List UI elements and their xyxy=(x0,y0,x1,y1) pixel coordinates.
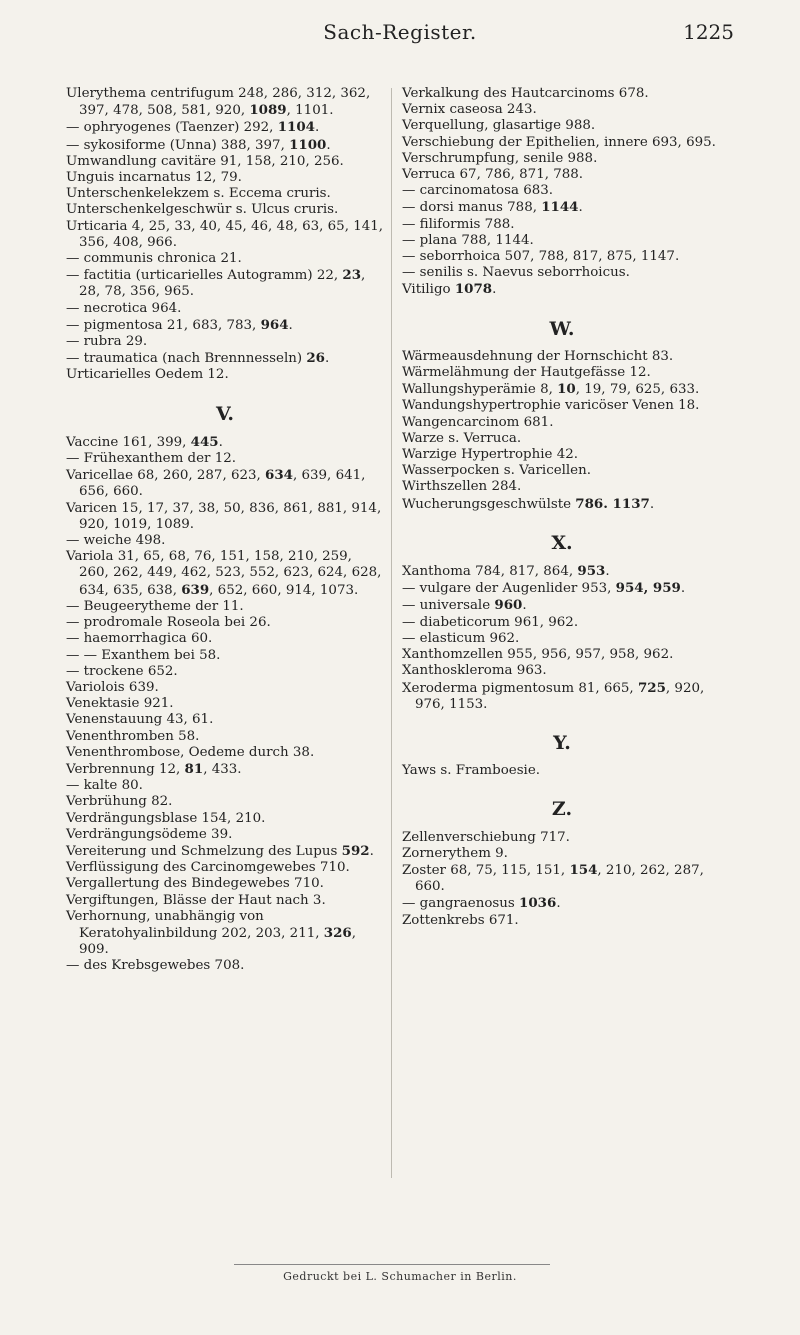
index-entry: Wangencarcinom 681. xyxy=(402,414,554,430)
index-entry: — filiformis 788. xyxy=(402,216,515,232)
index-entry: Venektasie 921. xyxy=(66,696,174,712)
index-entry: — vulgare der Augenlider 953, 954, 959. xyxy=(402,580,686,597)
index-entry: — prodromale Roseola bei 26. xyxy=(66,615,271,631)
section-heading-z: Z. xyxy=(551,798,573,821)
index-entry: Verruca 67, 786, 871, 788. xyxy=(402,167,584,183)
index-column-left xyxy=(66,86,384,975)
index-entry: Urticaria 4, 25, 33, 40, 45, 46, 48, 63, 65, 141, 356, 408, 966. xyxy=(66,218,384,250)
index-entry: Unguis incarnatus 12, 79. xyxy=(66,170,242,186)
index-entry: — kalte 80. xyxy=(66,778,143,794)
index-entry: Unterschenkelekzem s. Eccema cruris. xyxy=(66,186,331,202)
index-entry: Variolois 639. xyxy=(66,679,159,695)
page-header xyxy=(0,10,800,50)
index-entry: — universale 960. xyxy=(402,597,527,614)
index-entry: Verschiebung der Epithelien, innere 693, 695. xyxy=(402,134,716,150)
index-entry: Varicellae 68, 260, 287, 623, 634, 639, 641, 656, 660. xyxy=(66,467,366,500)
index-entry: — Frühexanthem der 12. xyxy=(66,451,237,467)
index-entry: Vereiterung und Schmelzung des Lupus 592. xyxy=(66,842,374,859)
index-entry: Vergiftungen, Blässe der Haut nach 3. xyxy=(66,892,326,908)
index-entry: Verdrängungsblase 154, 210. xyxy=(66,810,266,826)
index-entry: Urticarielles Oedem 12. xyxy=(66,367,229,383)
index-entry: Venenthrombose, Oedeme durch 38. xyxy=(66,744,315,760)
index-entry: — elasticum 962. xyxy=(402,630,520,646)
index-entry: — gangraenosus 1036. xyxy=(402,895,561,912)
index-entry: Warze s. Verruca. xyxy=(402,430,522,446)
index-entry: Wärmeausdehnung der Hornschicht 83. xyxy=(402,348,674,364)
index-entry: Vaccine 161, 399, 445. xyxy=(66,433,223,450)
index-entry: Wirthszellen 284. xyxy=(402,479,522,495)
index-entry: Warzige Hypertrophie 42. xyxy=(402,447,579,463)
index-entry: — factitia (urticarielles Autogramm) 22, 23, 28, 78, 356, 965. xyxy=(66,267,366,300)
index-entry: — ophryogenes (Taenzer) 292, 1104. xyxy=(66,119,320,136)
index-entry: Variola 31, 65, 68, 76, 151, 158, 210, 259, 260, 262, 449, 462, 523, 552, 623, 624, 628, 634, 635, 638, 639, 652, 660, 914, 1073. xyxy=(66,549,382,598)
index-entry: Wasserpocken s. Varicellen. xyxy=(402,463,591,479)
column-divider xyxy=(391,88,392,1178)
index-entry: — Beugeerytheme der 11. xyxy=(66,598,244,614)
page-number: 1225 xyxy=(683,20,734,44)
section-heading-v: V. xyxy=(215,402,235,425)
index-entry: Wärmelähmung der Hautgefässe 12. xyxy=(402,365,651,381)
index-entry: — rubra 29. xyxy=(66,334,148,350)
index-entry: Zottenkrebs 671. xyxy=(402,912,519,928)
index-entry: Zellenverschiebung 717. xyxy=(402,829,570,845)
index-column-right xyxy=(402,86,722,929)
index-entry: — communis chronica 21. xyxy=(66,251,242,267)
index-entry: Verquellung, glasartige 988. xyxy=(402,118,596,134)
index-entry: Zornerythem 9. xyxy=(402,845,508,861)
index-entry: Umwandlung cavitäre 91, 158, 210, 256. xyxy=(66,153,344,169)
index-entry: Yaws s. Framboesie. xyxy=(402,763,541,779)
index-entry: — plana 788, 1144. xyxy=(402,232,534,248)
index-entry: Varicen 15, 17, 37, 38, 50, 836, 861, 881, 914, 920, 1019, 1089. xyxy=(66,500,382,532)
index-entry: — diabeticorum 961, 962. xyxy=(402,614,579,630)
section-heading-x: X. xyxy=(551,531,573,554)
index-entry: Unterschenkelgeschwür s. Ulcus cruris. xyxy=(66,202,339,218)
index-entry: — seborrhoica 507, 788, 817, 875, 1147. xyxy=(402,249,680,265)
index-entry: Wallungshyperämie 8, 10, 19, 79, 625, 633. xyxy=(402,381,700,398)
index-entry: Verflüssigung des Carcinomgewebes 710. xyxy=(66,860,350,876)
index-entry: Xanthoma 784, 817, 864, 953. xyxy=(402,563,610,580)
index-entry: Venenthromben 58. xyxy=(66,728,200,744)
section-heading-y: Y. xyxy=(553,731,571,754)
index-entry: Ulerythema centrifugum 248, 286, 312, 362, 397, 478, 508, 581, 920, 1089, 1101. xyxy=(66,86,371,119)
index-entry: Verkalkung des Hautcarcinoms 678. xyxy=(402,86,649,101)
index-entry: — des Krebsgewebes 708. xyxy=(66,958,245,974)
index-entry: Wucherungsgeschwülste 786. 1137. xyxy=(402,495,655,512)
index-entry: — carcinomatosa 683. xyxy=(402,183,554,199)
index-entry: Vernix caseosa 243. xyxy=(402,102,537,118)
index-entry: — trockene 652. xyxy=(66,663,178,679)
index-entry: Verbrühung 82. xyxy=(66,794,173,810)
index-entry: — sykosiforme (Unna) 388, 397, 1100. xyxy=(66,136,331,153)
index-entry: — senilis s. Naevus seborrhoicus. xyxy=(402,265,630,281)
index-entry: Vergallertung des Bindegewebes 710. xyxy=(66,876,324,892)
section-heading-w: W. xyxy=(549,317,575,340)
index-entry: — — Exanthem bei 58. xyxy=(66,647,221,663)
footer-rule xyxy=(234,1264,550,1265)
index-entry: Verhornung, unabhängig von Keratohyalinbildung 202, 203, 211, 326, 909. xyxy=(66,908,356,958)
index-entry: — necrotica 964. xyxy=(66,300,182,316)
index-entry: Verschrumpfung, senile 988. xyxy=(402,150,598,166)
index-entry: Vitiligo 1078. xyxy=(402,281,497,298)
index-entry: Wandungshypertrophie varicöser Venen 18. xyxy=(402,398,700,414)
index-entry: Verdrängungsödeme 39. xyxy=(66,826,233,842)
index-entry: Venenstauung 43, 61. xyxy=(66,712,214,728)
index-entry: Verbrennung 12, 81, 433. xyxy=(66,760,242,777)
index-entry: — traumatica (nach Brennnesseln) 26. xyxy=(66,350,330,367)
index-entry: Xanthomzellen 955, 956, 957, 958, 962. xyxy=(402,647,674,663)
index-entry: Zoster 68, 75, 115, 151, 154, 210, 262, 287, 660. xyxy=(402,861,704,895)
running-head: Sach-Register. xyxy=(323,20,477,44)
printer-imprint: Gedruckt bei L. Schumacher in Berlin. xyxy=(283,1270,517,1283)
index-entry: Xanthoskleroma 963. xyxy=(402,663,547,679)
index-entry: — weiche 498. xyxy=(66,533,166,549)
index-entry: Xeroderma pigmentosum 81, 665, 725, 920, 976, 1153. xyxy=(402,679,705,712)
index-entry: — pigmentosa 21, 683, 783, 964. xyxy=(66,316,293,333)
index-entry: — dorsi manus 788, 1144. xyxy=(402,199,583,216)
index-entry: — haemorrhagica 60. xyxy=(66,631,213,647)
